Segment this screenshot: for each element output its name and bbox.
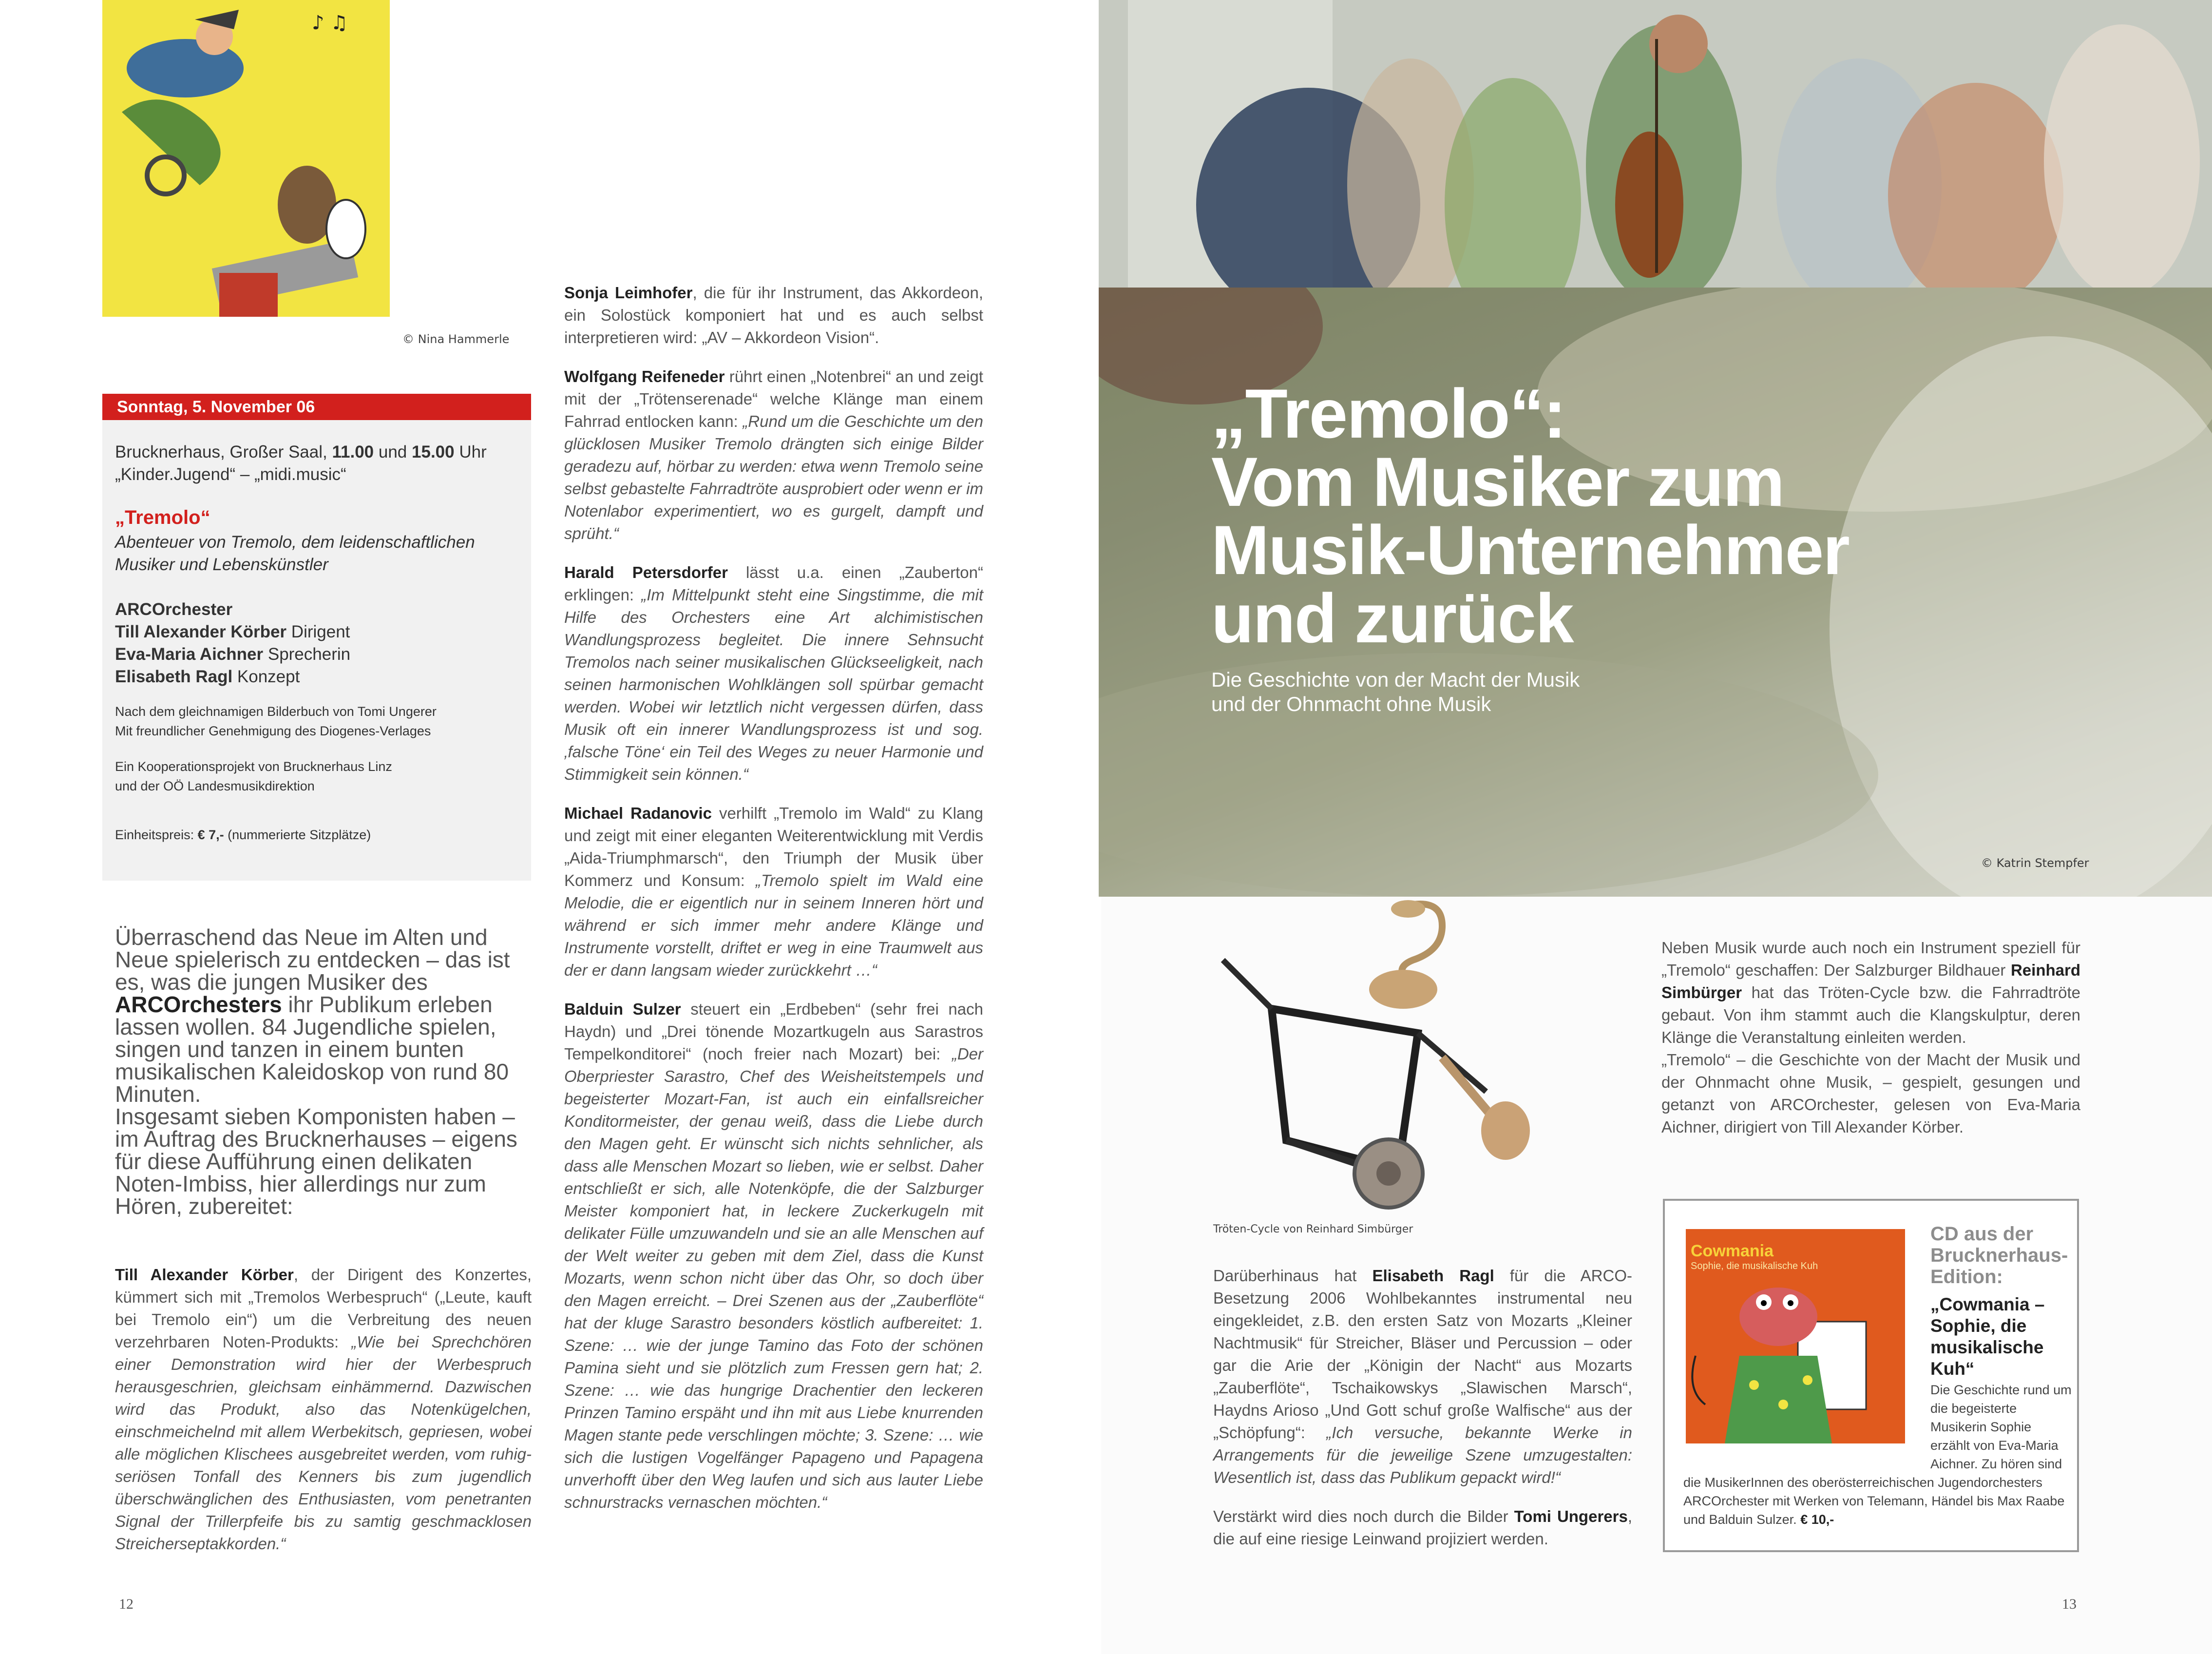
time-1: 11.00 — [332, 442, 374, 462]
bicycle-art — [1213, 897, 1530, 1218]
ragl-paragraph — [1213, 1265, 1632, 1489]
subhead-line: Die Geschichte von der Macht der Musik — [1211, 668, 1580, 691]
composer-text: , der Dirigent des Konzertes, kümmert sich mit „Tremolos Werbespruch“ („Leute, kauft bei Tremolo ein“) um die Verbreitung des neuen verzehrbaren Noten-Produkts: — [115, 1266, 532, 1351]
composer-radanovic — [564, 802, 983, 981]
event-venue — [115, 441, 519, 486]
headline-line: Musik-Unternehmer — [1211, 512, 1849, 589]
note-line: Ein Kooperationsprojekt von Brucknerhaus Linz — [115, 759, 392, 774]
cd-title-line: musikalische — [1930, 1337, 2044, 1357]
headline-line: und zurück — [1211, 580, 1573, 657]
cd-cover-text — [1691, 1242, 1900, 1272]
subtitle-line-1: Abenteuer von Tremolo, dem leidenschaftlichen — [115, 533, 475, 552]
composer-name: Balduin Sulzer — [564, 1000, 681, 1018]
event-subtitle — [115, 531, 519, 576]
left-page — [0, 0, 1101, 1654]
performer-row — [115, 643, 519, 666]
tremolo-illustration — [102, 0, 390, 317]
hero-photo-top — [1099, 0, 2212, 288]
composer-name: Michael Radanovic — [564, 804, 712, 822]
and-word: und — [378, 442, 407, 462]
source-note — [115, 702, 519, 741]
cd-title — [1930, 1294, 2072, 1380]
headline-line: „Tremolo“: — [1211, 375, 1565, 453]
composer-sulzer — [564, 998, 983, 1514]
article-subhead — [1211, 668, 1796, 716]
performer-row — [115, 666, 519, 688]
venue-prefix: Brucknerhaus, Großer Saal, — [115, 442, 327, 462]
cd-heading-line: Edition: — [1930, 1266, 2003, 1288]
time-2: 15.00 — [412, 442, 455, 462]
composer-quote: „Im Mittelpunkt steht eine Singstimme, die mit Hilfe des Orchesters eine Art alchimistischen Wandlungsprozess begleitet. Die innere Sehnsucht Tremolos nach seiner musikalischen Glückseeligkeit, nach seinen harmonischen Wohlklängen soll spürbar gemacht werden. Wobei wir letztlich nicht vergessen dürfen, dass Musik oft ein innerer Wandlungsprozess ist und sog. ‚falsche Töne‘ ein Teil des Weges zu neuer Harmonie und Stimmigkeit sein können.“ — [564, 586, 983, 783]
ungerer-paragraph — [1213, 1505, 1632, 1550]
person-name: Tomi Ungerers — [1514, 1507, 1628, 1525]
composer-quote: „Rund um die Geschichte um den glücklosen Musiker Tremolo drängten sich einige Bilder geradezu auf, hörbar zu werden: etwa wenn Tremolo seine selbst gebastelte Fahrradtröte ausprobiert oder wenn er im Notenlabor experimentiert, wo es gurgelt, dampft und sprüht.“ — [564, 412, 983, 542]
cd-description-wide — [1683, 1473, 2068, 1529]
body-text: Verstärkt wird dies noch durch die Bilder — [1213, 1507, 1514, 1525]
body-text: Neben Musik wurde auch noch ein Instrument speziell für „Tremolo“ geschaffen: Der Salzburger Bildhauer — [1661, 939, 2080, 979]
composer-name: Harald Petersdorfer — [564, 563, 728, 581]
ensemble-name: ARCOrchester — [115, 600, 233, 619]
price-value: € 7,- — [197, 827, 224, 842]
composer-leimhofer — [564, 282, 983, 349]
cd-title-line: Kuh“ — [1930, 1359, 1975, 1379]
ragl-quote: „Ich versuche, bekannte Werke in Arrangements für die jeweilige Szene umzugestalten: Wesentlich ist, dass das Publikum gepackt wird!“ — [1213, 1423, 1632, 1486]
person-name: Elisabeth Ragl — [1372, 1267, 1494, 1285]
cd-heading — [1930, 1223, 2077, 1288]
body-text: hat das Tröten-Cycle bzw. die Fahrradtröte gebaut. Von ihm stammt auch die Klangskulptur, deren Klänge die Veranstaltung einleiten werden. — [1661, 983, 2080, 1046]
cd-price: € 10,- — [1800, 1512, 1834, 1527]
cd-description-text: die MusikerInnen des oberösterreichischen Jugendorchesters ARCOrchester mit Werken von Telemann, Händel bis Max Raabe und Balduin Sulzer. — [1683, 1475, 2065, 1527]
troeten-cycle-photo — [1213, 897, 1530, 1218]
composer-column-2 — [564, 282, 983, 1530]
composer-name: Wolfgang Reifeneder — [564, 367, 725, 385]
subtitle-line-2: Musiker und Lebenskünstler — [115, 555, 328, 574]
composer-text: verhilft „Tremolo im Wald“ zu Klang und zeigt mit einer eleganten Weiterentwicklung mit Verdis „Aida-Triumphmarsch“, den Triumph der Musik über Kommerz und Konsum: — [564, 804, 983, 889]
article-headline — [1211, 375, 1942, 657]
cooperation-note — [115, 757, 519, 796]
subhead-line: und der Ohnmacht ohne Musik — [1211, 692, 1491, 715]
intro-part: Überraschend das Neue im Alten und Neue spielerisch zu entdecken – das ist es, was die jungen Musiker des — [115, 924, 510, 995]
instrument-text — [1661, 937, 2080, 1138]
musicians-photo — [1099, 0, 2212, 288]
composer-petersdorfer — [564, 561, 983, 786]
event-series: „Kinder.Jugend“ – „midi.music“ — [115, 465, 346, 484]
composer-name: Till Alexander Körber — [115, 1266, 294, 1284]
page-number-left: 12 — [119, 1596, 133, 1612]
page-number-right: 13 — [2062, 1596, 2077, 1612]
composer-quote: „Der Oberpriester Sarastro, Chef des Weisheitstempels und begeisterter Mozart-Fan, ist auch ein einfallsreicher Konditormeister, der genau weiß, dass die Liebe durch den Magen geht. Er wünscht sich nichts sehnlicher, als dass alle Menschen Mozart so lieben, wie er selbst. Daher entschließt er sich, alle Notenköpfe, die der Salzburger Meister komponiert hat, in leckere Zuckerkugeln mit delikater Fülle umzuwandeln und sie an alle Menschen auf der Welt weiter zu geben mit dem Ziel, dass die Kunst Mozarts, wenn schon nicht über das Ohr, so doch über den Magen erreicht. – Drei Szenen aus der „Zauberflöte“ hat der kluge Sarastro besonders köstlich aufbereitet: 1. Szene: … wie der junge Tamino das Foto der schönen Pamina sieht und sie plötzlich zum Fressen gern hat; 2. Szene: … wie das hungrige Drachentier den leckeren Prinzen Tamino erspäht und ihn mit aus Liebe knurrenden Magen stante pede verschlingen möchte; 3. Szene: … wie sich die lustigen Vogelfänger Papageno und Papagena unverhofft über den Weg laufen und sich aus lauter Liebe schnurstracks vernaschen möchten.“ — [564, 1045, 983, 1511]
illustration-credit: © Nina Hammerle — [402, 332, 510, 346]
composer-quote: „Tremolo spielt im Wald eine Melodie, die er eigentlich nur in seinem Inneren hört und während er sich immer mehr andere Klänge und Instrumente vorstellt, driftet er weg in eine Traumwelt aus der er dann langsam wieder zurückkehrt …“ — [564, 871, 983, 979]
event-date-bar: Sonntag, 5. November 06 — [102, 394, 531, 420]
body-text: Darüberhinaus hat — [1213, 1267, 1373, 1285]
price-line — [115, 825, 519, 845]
body-text: , die auf eine riesige Leinwand projiziert werden. — [1213, 1507, 1633, 1548]
arrangements-text — [1213, 1265, 1632, 1567]
bike-caption: Tröten-Cycle von Reinhard Simbürger — [1213, 1223, 1413, 1235]
illustration-art — [102, 0, 390, 317]
performer-name: Eva-Maria Aichner — [115, 645, 264, 664]
hero-photo-credit: © Katrin Stempfer — [1981, 856, 2089, 870]
intro-part: Insgesamt sieben Komponisten haben – im Auftrag des Brucknerhauses – eigens für diese Aufführung einen delikaten Noten-Imbiss, hier allerdings nur zum Hören, zubereitet: — [115, 1104, 517, 1219]
performer-role: Sprecherin — [267, 645, 351, 664]
simbuerger-paragraph — [1661, 937, 2080, 1049]
performer-list — [115, 598, 519, 688]
performer-name: Elisabeth Ragl — [115, 667, 233, 686]
composer-text: steuert ein „Erdbeben“ (sehr frei nach Haydn) und „Drei tönende Mozartkugeln aus Sarastros Tempelkonditorei“ (noch freier nach Mozart) bei: — [564, 1000, 983, 1063]
cd-heading-line: CD aus der — [1930, 1223, 2034, 1245]
svg-text:♪ ♫: ♪ ♫ — [312, 12, 348, 34]
performer-name: Till Alexander Körber — [115, 622, 287, 641]
cd-description-narrow: Die Geschichte rund um die begeisterte Musikerin Sophie erzählt von Eva-Maria Aichner. Zu hören sind — [1930, 1383, 2072, 1471]
body-text: für die ARCO-Besetzung 2006 Wohlbekanntes instrumental neu eingekleidet, z.B. den ersten Satz von Mozarts „Kleiner Nachtmusik“ für Streicher, Bläser und Percussion – oder gar die Arie der „Königin der Nacht“ aus Mozarts „Zauberflöte“, Tschaikowskys „Slawischen Marsch“, Haydns Arioso „Und Gott schuf große Walfische“ aus der „Schöpfung“: — [1213, 1267, 1632, 1442]
event-title: „Tremolo“ — [115, 507, 210, 528]
summary-paragraph: „Tremolo“ – die Geschichte von der Macht der Musik und der Ohnmacht ohne Musik, – gespielt, gesungen und getanzt von ARCOrchester, gelesen von Eva-Maria Aichner, dirigiert von Till Alexander Körber. — [1661, 1051, 2080, 1136]
cd-cover-subtitle: Sophie, die musikalische Kuh — [1691, 1261, 1818, 1271]
performer-row — [115, 621, 519, 643]
composer-koerber — [115, 1264, 532, 1555]
performer-role: Dirigent — [291, 622, 350, 641]
price-label: Einheitspreis: — [115, 827, 194, 842]
headline-line: Vom Musiker zum — [1211, 443, 1784, 521]
cd-title-line: Sophie, die — [1930, 1316, 2027, 1336]
cd-cover-title: Cowmania — [1691, 1242, 1774, 1260]
composer-name: Sonja Leimhofer — [564, 284, 693, 302]
note-line: und der OÖ Landesmusikdirektion — [115, 779, 315, 793]
intro-text — [115, 926, 519, 1217]
performer-role: Konzept — [237, 667, 300, 686]
note-line: Mit freundlicher Genehmigung des Diogenes-Verlages — [115, 724, 431, 738]
composer-quote: „Wie bei Sprechchören einer Demonstration wird hier der Werbespruch herausgeschrien, gleichsam einhämmernd. Dazwischen wird das Produkt, also das Notenkügelchen, einschmeichelnd mit allem Werbekitsch, gepriesen, wobei alle möglichen Klischees ausgebreitet werden, vom ruhig-seriösen Tonfall des Kenners bis zum jugendlich überschwänglichen des Enthusiasten, vom penetranten Signal der Trillerpfeife bis zu samtig geschmacklosen Streicherseptakkorden.“ — [115, 1333, 532, 1553]
composer-text: , die für ihr Instrument, das Akkordeon, ein Solostück komponiert hat und es auch selbst interpretieren wird: „AV – Akkordeon Vision“. — [564, 284, 983, 346]
note-line: Nach dem gleichnamigen Bilderbuch von Tomi Ungerer — [115, 704, 437, 719]
cd-title-line: „Cowmania – — [1930, 1294, 2045, 1314]
composer-reifeneder — [564, 365, 983, 545]
time-suffix: Uhr — [459, 442, 487, 462]
intro-part: ihr Publikum erleben lassen wollen. 84 Jugendliche spielen, singen und tanzen in einem bunten musikalischen Kaleidoskop von rund 80 Minuten. — [115, 992, 509, 1107]
person-name: Reinhard Simbürger — [1661, 961, 2080, 1001]
intro-ensemble: ARCOrchesters — [115, 992, 282, 1017]
composer-text: rührt einen „Notenbrei“ an und zeigt mit der „Trötenserenade“ welche Klänge man einem Fahrrad entlocken kann: — [564, 367, 983, 430]
composer-text: lässt u.a. einen „Zauberton“ erklingen: — [564, 563, 983, 604]
cd-heading-line: Brucknerhaus- — [1930, 1245, 2068, 1266]
price-note: (nummerierte Sitzplätze) — [228, 827, 371, 842]
